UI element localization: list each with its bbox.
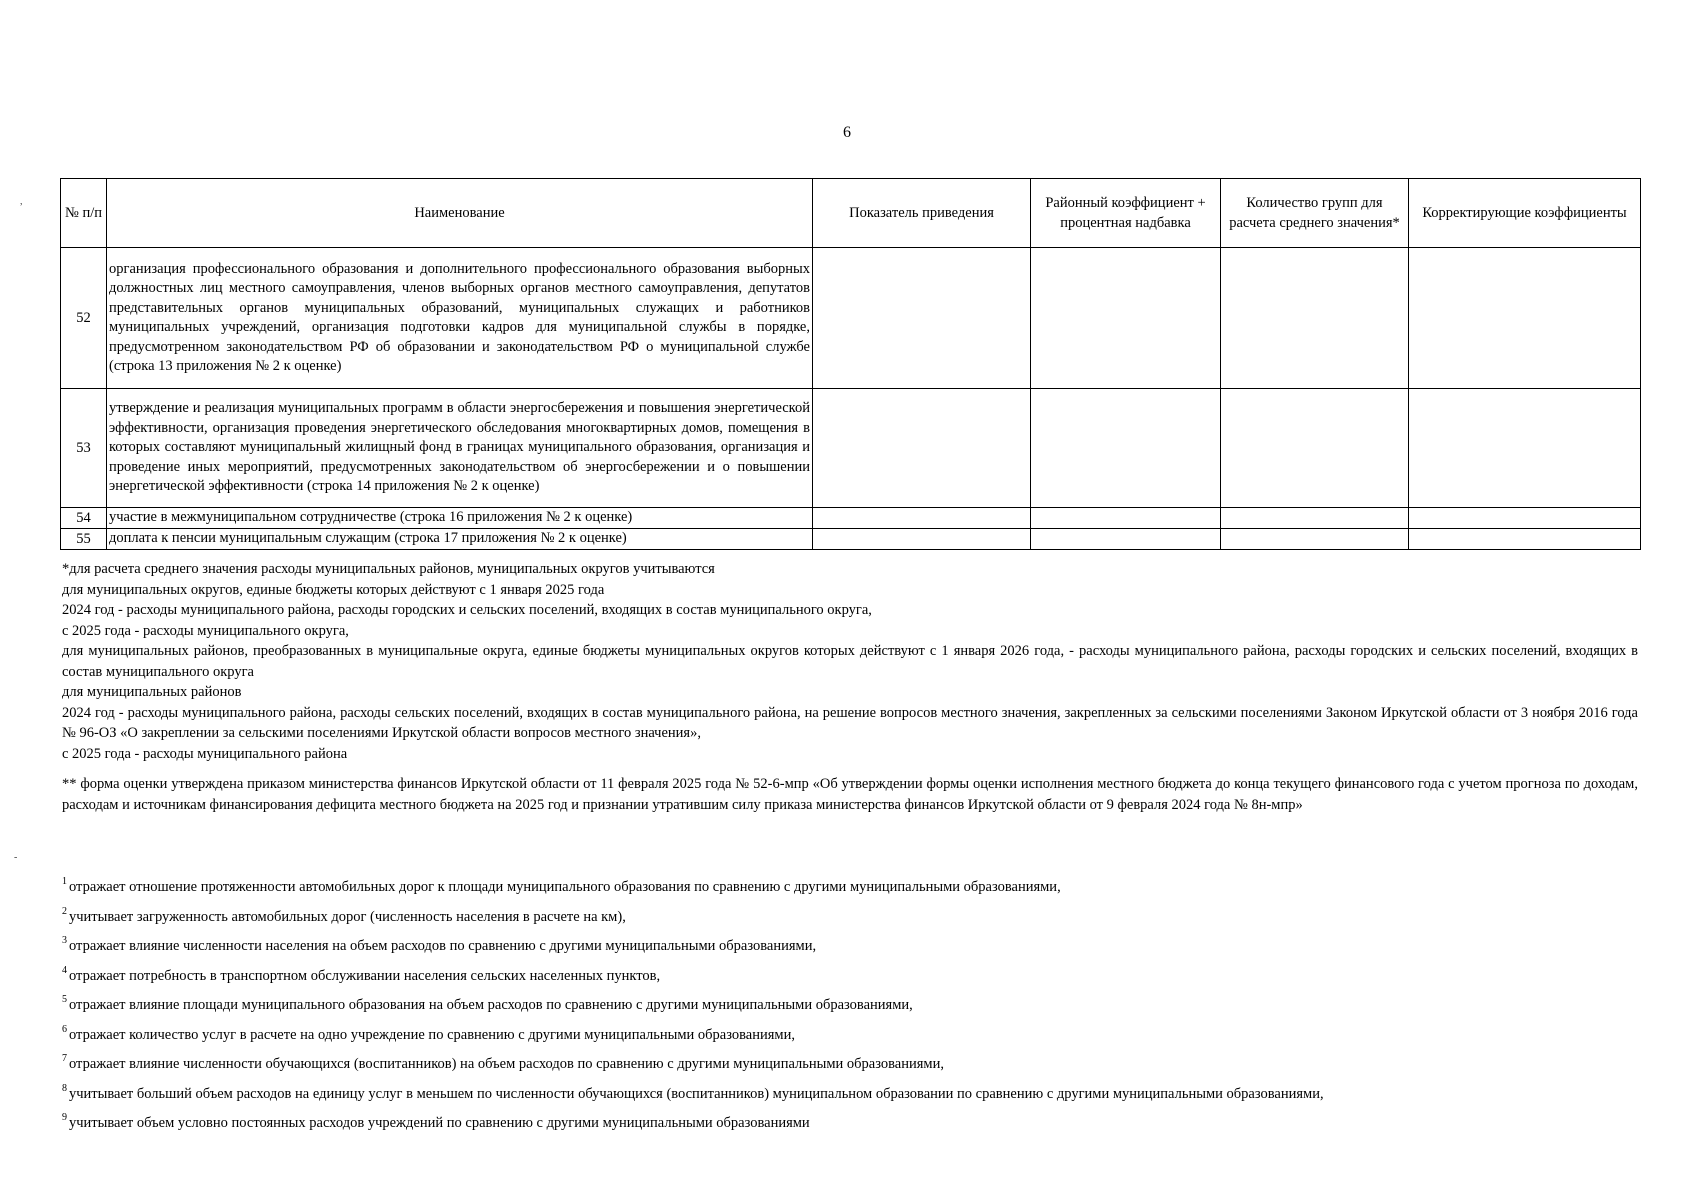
footnote-number: 1 [62,876,67,887]
note-line: 2024 год - расходы муниципального района, расходы сельских поселений, входящих в состав муниципального района, на решение вопросов местного значения, закрепленных за сельскими поселениями Законом Иркутской области от 3 ноября 2016 года № 96-ОЗ «О закреплении за сельскими поселениями Иркутской области вопросов местного значения», [62,704,1638,741]
footnote [62,931,1638,961]
scan-mark: - [14,852,18,863]
footnote-number: 2 [62,905,67,917]
header-regional-coefficient: Районный коэффициент + процентная надбавка [1031,179,1221,248]
footnote-text: отражает отношение протяженности автомобильных дорог к площади муниципального образования по сравнению с другими муниципальными образованиями, [69,879,1061,895]
row-number: 52 [61,248,107,389]
row-number: 55 [61,529,107,550]
empty-cell [1221,248,1409,389]
note-line: 2024 год - расходы муниципального района, расходы городских и сельских поселений, входящих в состав муниципального округа, [62,602,872,618]
form-approval-note: ** форма оценки утверждена приказом министерства финансов Иркутской области от 11 февраля 2025 года № 52-6-мпр «Об утверждении формы оценки исполнения местного бюджета до конца текущего финансового года с учетом прогноза по доходам, расходам и источникам финансирования дефицита местного бюджета на 2025 год и признании утратившим силу приказа министерства финансов Иркутской области от 9 февраля 2024 года № 8н-мпр» [62,776,1638,813]
footnote-text: учитывает больший объем расходов на единицу услуг в меньшем по численности обучающихся (воспитанников) муниципальном образовании по сравнению с другими муниципальными образованиями, [69,1085,1324,1102]
header-number: № п/п [61,179,107,248]
empty-cell [813,248,1031,389]
footnote [62,872,1638,902]
footnote [62,1020,1638,1050]
footnote-number: 6 [62,1023,67,1035]
empty-cell [813,529,1031,550]
note-line: с 2025 года - расходы муниципального района [62,745,348,762]
empty-cell [1031,248,1221,389]
row-name: доплата к пенсии муниципальным служащим (строка 17 приложения № 2 к оценке) [107,529,813,550]
note-line: с 2025 года - расходы муниципального округа, [62,622,349,639]
table-row [61,508,1641,529]
footnote [62,1079,1638,1109]
footnote [62,990,1638,1020]
footnotes [62,872,1638,1138]
header-correcting-coefficients: Корректирующие коэффициенты [1409,179,1641,248]
page-number: 6 [843,124,851,141]
footnote-text: учитывает загруженность автомобильных дорог (численность населения в расчете на км), [69,908,626,925]
empty-cell [813,389,1031,508]
empty-cell [1409,529,1641,550]
header-groups-count: Количество групп для расчета среднего значения* [1221,179,1409,248]
empty-cell [1031,508,1221,529]
empty-cell [1031,389,1221,508]
footnote-number: 8 [62,1082,67,1094]
empty-cell [1221,389,1409,508]
footnote-text: учитывает объем условно постоянных расходов учреждений по сравнению с другими муниципальными образованиями [69,1115,810,1131]
footnote-text: отражает количество услуг в расчете на одно учреждение по сравнению с другими муниципальными образованиями, [69,1026,795,1043]
footnote-number: 3 [62,935,67,946]
note-line: для муниципальных округов, единые бюджеты которых действуют с 1 января 2025 года [62,581,605,598]
table-row [61,389,1641,508]
empty-cell [1409,508,1641,529]
table-row [61,529,1641,550]
empty-cell [1221,529,1409,550]
row-name: участие в межмуниципальном сотрудничестве (строка 16 приложения № 2 к оценке) [107,508,813,529]
empty-cell [813,508,1031,529]
table-header-row [61,179,1641,248]
note-line: для муниципальных районов, преобразованных в муниципальные округа, единые бюджеты муниципальных округов которых действуют с 1 января 2026 года, - расходы муниципального района, расходы городских и сельских поселений, входящих в состав муниципального округа [62,643,1638,680]
footnote-text: отражает влияние численности обучающихся (воспитанников) на объем расходов по сравнению с другими муниципальными образованиями, [69,1056,944,1072]
footnote-text: отражает влияние площади муниципального образования на объем расходов по сравнению с другими муниципальными образованиями, [69,997,913,1013]
footnote-number: 9 [62,1112,67,1123]
row-name: утверждение и реализация муниципальных программ в области энергосбережения и повышения энергетической эффективности, организация проведения энергетического обследования многоквартирных домов, помещения в которых составляют муниципальный жилищный фонд в границах муниципального образования, организация и проведение иных мероприятий, предусмотренных законодательством об энергосбережении и о повышении энергетической эффективности (строка 14 приложения № 2 к оценке) [107,389,813,508]
footnote-text: отражает потребность в транспортном обслуживании населения сельских населенных пунктов, [69,967,661,984]
header-name: Наименование [107,179,813,248]
coefficients-table [60,178,1641,550]
footnote [62,1049,1638,1079]
footnote-number: 7 [62,1053,67,1064]
empty-cell [1031,529,1221,550]
footnote [62,961,1638,991]
note-line: для муниципальных районов [62,684,242,700]
footnote-text: отражает влияние численности населения на объем расходов по сравнению с другими муниципальными образованиями, [69,938,817,954]
footnote-number: 4 [62,964,67,976]
row-name: организация профессионального образования и дополнительного профессионального образования выборных должностных лиц местного самоуправления, членов выборных органов местного самоуправления, депутатов представительных органов муниципальных образований, муниципальных служащих и работников муниципальных учреждений, организация подготовки кадров для муниципальной службы в порядке, предусмотренном законодательством РФ об образовании и законодательством РФ о муниципальной службе (строка 13 приложения № 2 к оценке) [107,248,813,389]
row-number: 54 [61,508,107,529]
empty-cell [1409,389,1641,508]
footnote-number: 5 [62,994,67,1005]
scan-mark: , [20,196,23,207]
table-row [61,248,1641,389]
footnote [62,902,1638,932]
footnote [62,1108,1638,1138]
empty-cell [1409,248,1641,389]
header-indicator: Показатель приведения [813,179,1031,248]
empty-cell [1221,508,1409,529]
table-notes [62,559,1638,815]
row-number: 53 [61,389,107,508]
note-line: *для расчета среднего значения расходы муниципальных районов, муниципальных округов учитываются [62,561,715,577]
